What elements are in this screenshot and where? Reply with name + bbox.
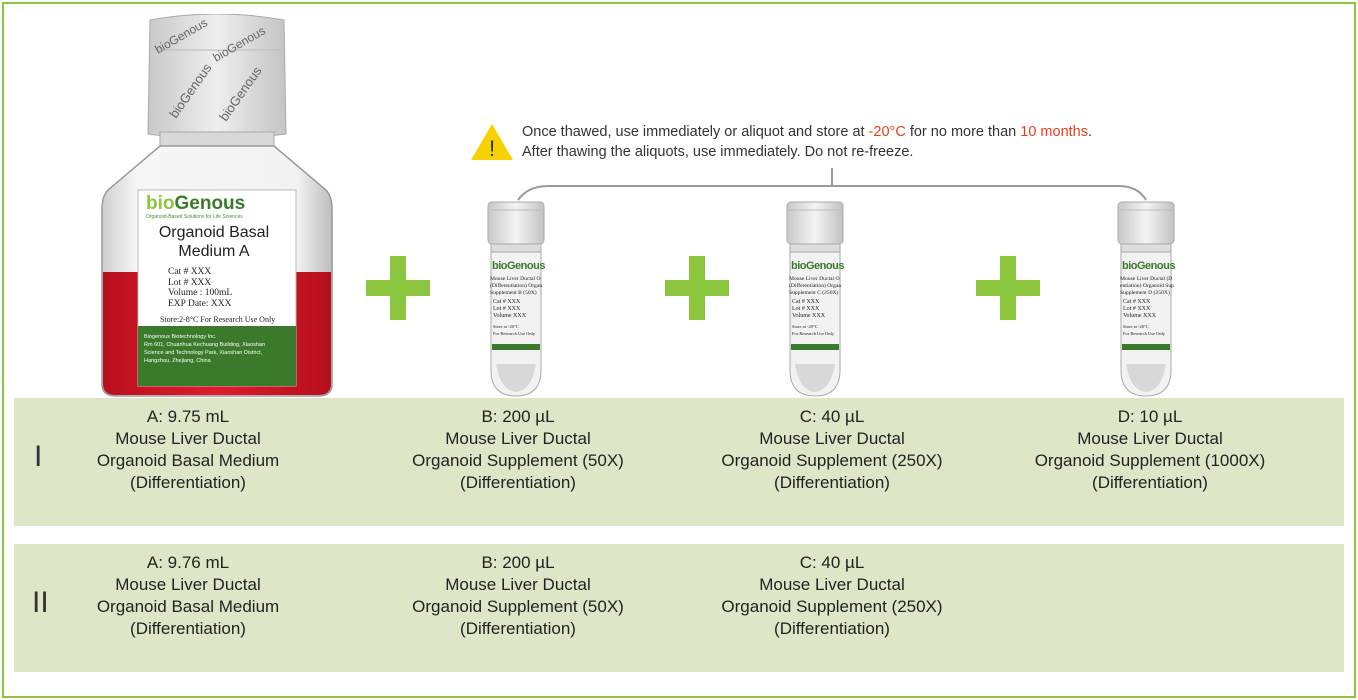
component-description: Mouse Liver Ductal [1077,429,1223,448]
component-description: Organoid Supplement (50X) [412,597,624,616]
bottle-product-line1: Organoid Basal [158,224,270,241]
notice-line-2: After thawing the aliquots, use immediately. Do not re-freeze. [522,144,914,160]
tube-brand: bioGenous [492,260,545,272]
bottle-volume: Volume : 100mL [168,288,233,298]
component-description: Organoid Supplement (250X) [721,597,943,616]
component-volume: A: 9.75 mL [146,407,230,426]
component-description: Mouse Liver Ductal [759,429,905,448]
component-volume: D: 10 µL [1117,407,1183,426]
notice-line-1: Once thawed, use immediately or aliquot and store at -20°C for no more than 10 months. [522,124,1093,140]
svg-text:bioGenous: bioGenous [210,23,268,65]
component-description: (Differentiation) [130,619,246,638]
svg-text:bioGenous: bioGenous [216,63,265,124]
component-description: Mouse Liver Ductal [115,575,261,594]
component-volume: C: 40 µL [799,407,865,426]
component-description: (Differentiation) [1092,473,1208,492]
component-description: (Differentiation) [774,619,890,638]
component-description: (Differentiation) [460,619,576,638]
bottle-company-block: Biogenous Biotechnology Inc. Rm 601, Chuanhua Kechuang Building, Xiaoshan Science and Technology Park, Xiaoshan District, Hangzhou, Zhejiang, China [144,334,266,364]
component-volume: B: 200 µL [481,407,555,426]
svg-text:bioGenous: bioGenous [152,15,210,57]
component-volume: A: 9.76 mL [146,553,230,572]
supplement-tube-2 [785,200,845,398]
component-cell-1-c [682,406,982,494]
bottle-exp: EXP Date: XXX [168,298,232,309]
row-label-2: II [32,586,49,619]
plus-icon-3 [976,256,1040,320]
component-description: Organoid Supplement (250X) [721,451,943,470]
component-cell-1-a [38,406,338,494]
tube-label: Mouse Liver Ductal (D entiation) Organoid Sup Supplement D (250X) Cat # XXX Lot # XXX Volume XXX Store at -20°C For Research Use Only [1120,276,1174,336]
bottle-brand: bioGenous [146,193,246,214]
row-label-1: I [34,440,43,473]
component-description: Mouse Liver Ductal [759,575,905,594]
component-description: Organoid Basal Medium [96,597,280,616]
supplement-tube-3 [1116,200,1176,398]
tube-label: Mouse Liver Ductal O (Differentiation) Organ Supplement B (50X) Cat # XXX Lot # XXX Volume XXX Store at -20°C For Research Use Only [490,276,543,336]
bottle-cat: Cat # XXX [168,267,212,277]
bottle-store: Store:2-8°C For Research Use Only [160,315,276,324]
component-description: Mouse Liver Ductal [445,429,591,448]
bottle-lot: Lot # XXX [168,277,212,288]
bottle-product-line2: Medium A [178,243,250,260]
component-description: Organoid Supplement (1000X) [1034,451,1266,470]
component-cell-2-a [38,552,338,640]
component-volume: C: 40 µL [799,553,865,572]
plus-icon-1 [366,256,430,320]
component-description: Mouse Liver Ductal [115,429,261,448]
component-description: (Differentiation) [130,473,246,492]
component-cell-1-b [368,406,668,494]
component-description: (Differentiation) [774,473,890,492]
component-description: Organoid Basal Medium [96,451,280,470]
component-cell-1-d [1000,406,1300,494]
plus-icon-2 [665,256,729,320]
bottle-label [146,194,296,365]
tube-brand: bioGenous [1122,260,1175,272]
warning-triangle-icon [470,122,514,162]
svg-text:!: ! [488,136,496,161]
component-cell-2-c [682,552,982,640]
tube-brand: bioGenous [791,260,844,272]
component-description: Mouse Liver Ductal [445,575,591,594]
storage-notice [470,118,1170,166]
supplement-tube-1 [486,200,546,398]
bottle-tagline: Organoid-Based Solutions for Life Sciences [146,214,243,220]
component-volume: B: 200 µL [481,553,555,572]
component-description: Organoid Supplement (50X) [412,451,624,470]
component-cell-2-b [368,552,668,640]
component-description: (Differentiation) [460,473,576,492]
svg-text:bioGenous: bioGenous [166,60,215,121]
tube-label: Mouse Liver Ductal O (Differentiation) Organ Supplement C (250X) Cat # XXX Lot # XXX Volume XXX Store at -20°C For Research Use Only [789,276,842,336]
